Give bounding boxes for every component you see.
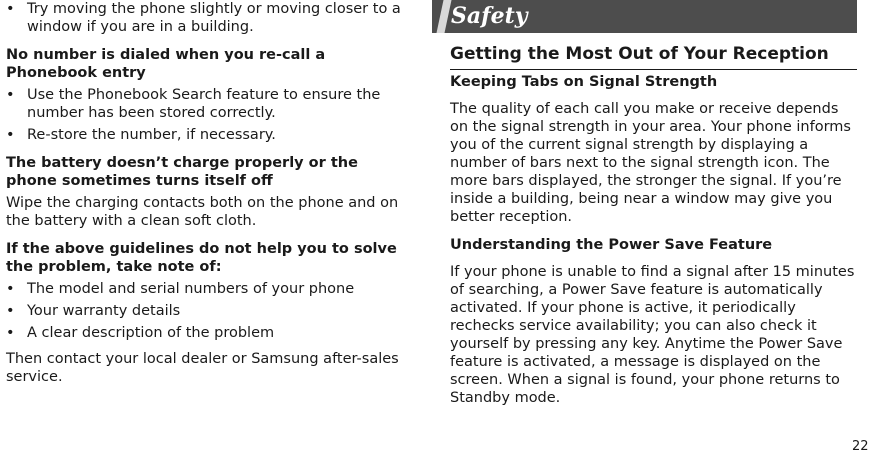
- left-column: [6, 0, 408, 386]
- bullet-glyph: •: [6, 325, 15, 341]
- bullet-glyph: •: [6, 281, 15, 297]
- banner-title: Safety: [451, 3, 528, 29]
- list-item: [6, 126, 408, 144]
- bullet-glyph: •: [6, 127, 15, 143]
- heading-power-save: Understanding the Power Save Feature: [450, 237, 773, 253]
- list-item-text: The model and serial numbers of your phone: [27, 281, 355, 297]
- take-note-list: [6, 280, 408, 342]
- section-title: Getting the Most Out of Your Reception: [450, 43, 857, 70]
- safety-banner: [432, 0, 857, 33]
- power-save-paragraph: If your phone is unable to find a signal after 15 minutes of searching, a Power Save feature is automatically activated. If your phone is active, it periodically rechecks service availability; you can also check it yourself by pressing any key. Anytime the Power Save feature is activated, a message is displayed on the screen. When a signal is found, your phone returns to Standby mode.: [450, 264, 855, 406]
- intro-list: [6, 0, 408, 36]
- bullet-glyph: •: [6, 1, 15, 17]
- heading-battery-problem: The battery doesn’t charge properly or the phone sometimes turns itself off: [6, 155, 358, 189]
- list-item-text: A clear description of the problem: [27, 325, 275, 341]
- list-item-text: Use the Phonebook Search feature to ensure the number has been stored correctly.: [27, 87, 381, 121]
- list-item: [6, 280, 408, 298]
- list-item: [6, 86, 408, 122]
- list-item-text: Try moving the phone slightly or moving closer to a window if you are in a building.: [27, 1, 401, 35]
- heading-redial-problem: No number is dialed when you re-call a Phonebook entry: [6, 47, 326, 81]
- page-number: 22: [852, 439, 869, 454]
- right-column: [450, 73, 858, 407]
- heading-signal-strength: Keeping Tabs on Signal Strength: [450, 74, 718, 90]
- signal-paragraph: The quality of each call you make or receive depends on the signal strength in your area. Your phone informs you of the current signal strength by displaying a number of bars next to the signal strength icon. The more bars displayed, the stronger the signal. If you’re inside a building, being near a window may give you better reception.: [450, 101, 851, 225]
- bullet-glyph: •: [6, 87, 15, 103]
- bullet-glyph: •: [6, 303, 15, 319]
- list-item: [6, 302, 408, 320]
- banner-stripe: [436, 0, 451, 33]
- battery-paragraph: Wipe the charging contacts both on the phone and on the battery with a clean soft cloth.: [6, 195, 399, 229]
- list-item-text: Your warranty details: [27, 303, 181, 319]
- list-item: [6, 324, 408, 342]
- list-item-text: Re-store the number, if necessary.: [27, 127, 276, 143]
- contact-paragraph: Then contact your local dealer or Samsung after-sales service.: [6, 351, 399, 385]
- redial-tips-list: [6, 86, 408, 144]
- list-item: [6, 0, 408, 36]
- heading-take-note: If the above guidelines do not help you to solve the problem, take note of:: [6, 241, 397, 275]
